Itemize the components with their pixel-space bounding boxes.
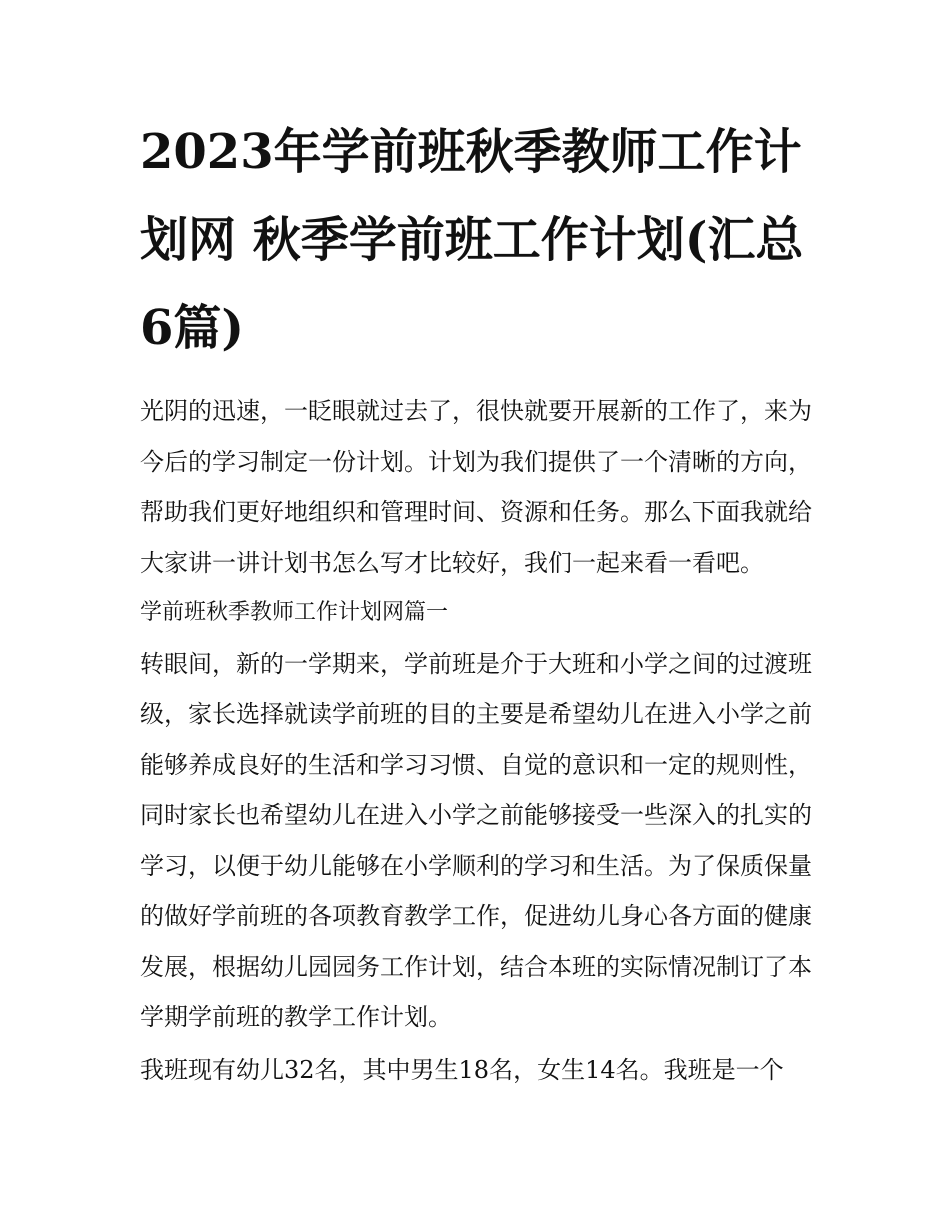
document-page	[140, 108, 812, 1095]
document-title: 2023年学前班秋季教师工作计划网 秋季学前班工作计划(汇总6篇)	[140, 124, 804, 356]
body-paragraph-2: 我班现有幼儿32名，其中男生18名，女生14名。我班是一个	[140, 1055, 784, 1084]
intro-paragraph: 光阴的迅速，一眨眼就过去了，很快就要开展新的工作了，来为今后的学习制定一份计划。计划为我们提供了一个清晰的方向，帮助我们更好地组织和管理时间、资源和任务。那么下面我就给大家讲一讲计划书怎么写才比较好，我们一起来看一看吧。	[140, 397, 812, 577]
body-paragraph-1: 转眼间，新的一学期来，学前班是介于大班和小学之间的过渡班级，家长选择就读学前班的目的主要是希望幼儿在进入小学之前能够养成良好的生活和学习习惯、自觉的意识和一定的规则性，同时家长也希望幼儿在进入小学之前能够接受一些深入的扎实的学习，以便于幼儿能够在小学顺利的学习和生活。为了保质保量的做好学前班的各项教育教学工作，促进幼儿身心各方面的健康发展，根据幼儿园园务工作计划，结合本班的实际情况制订了本学期学前班的教学工作计划。	[140, 649, 812, 1031]
section-heading: 学前班秋季教师工作计划网篇一	[140, 600, 449, 625]
